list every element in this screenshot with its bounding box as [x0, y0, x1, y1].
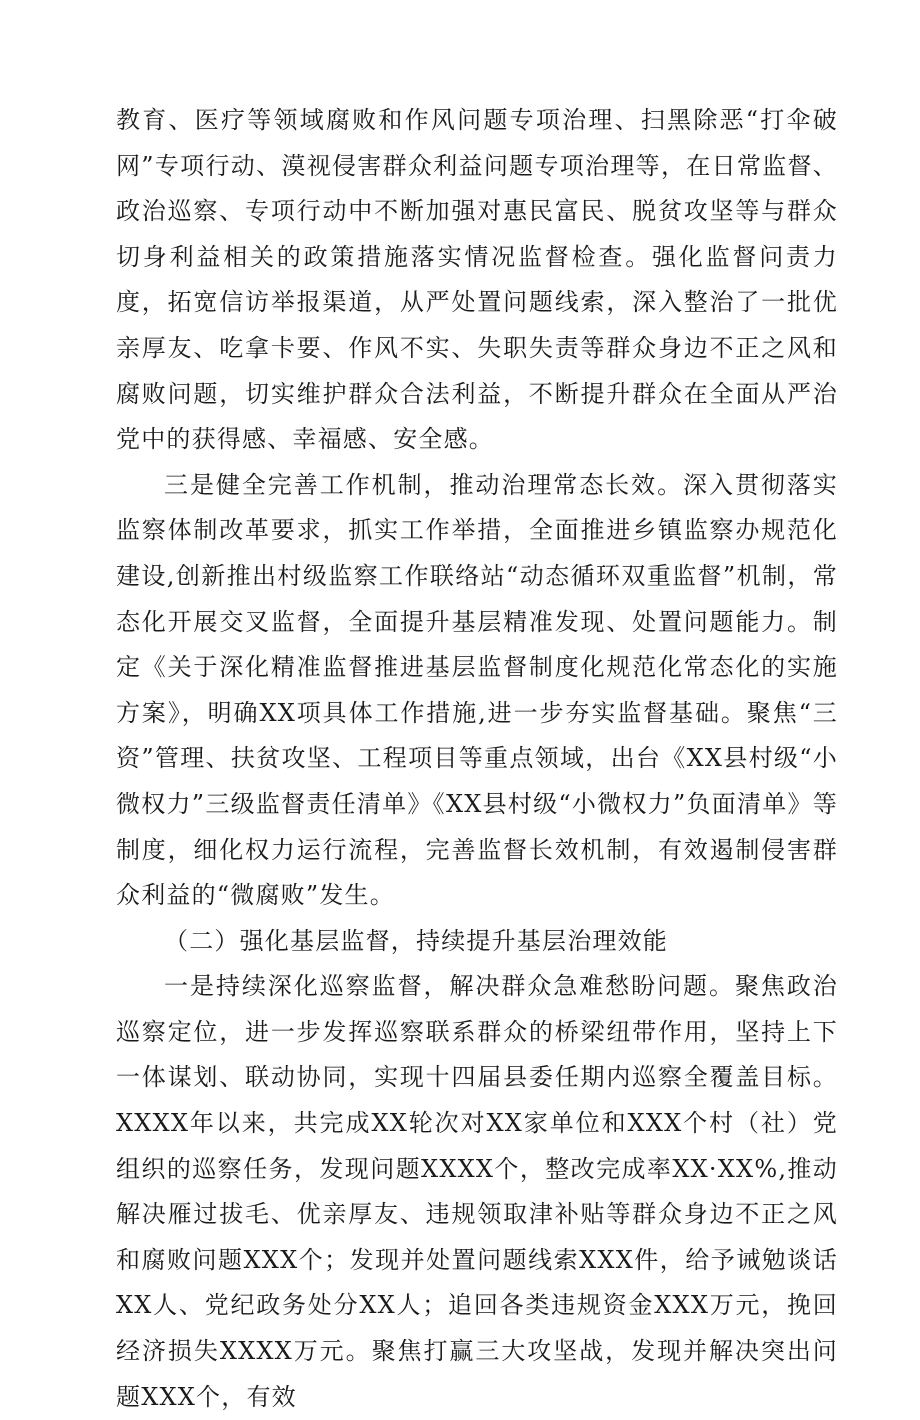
- paragraph-inspection-supervision: 一是持续深化巡察监督，解决群众急难愁盼问题。聚焦政治巡察定位，进一步发挥巡察联系群众的桥梁纽带作用，坚持上下一体谋划、联动协同，实现十四届县委任期内巡察全覆盖目标。XXXX年以来，共完成XX轮次对XX家单位和XXX个村（社）党组织的巡察任务，发现问题XXXX个，整改完成率XX·XX%,推动解决雁过拔毛、优亲厚友、违规领取津补贴等群众身边不正之风和腐败问题XXX个；发现并处置问题线索XXX件，给予诫勉谈话XX人、党纪政务处分XX人；追回各类违规资金XXX万元，挽回经济损失XXXX万元。聚焦打赢三大攻坚战，发现并解决突出问题XXX个，有效: [116, 972, 838, 1411]
- paragraph-continuation: 教育、医疗等领域腐败和作风问题专项治理、扫黑除恶“打伞破网”专项行动、漠视侵害群众利益问题专项治理等，在日常监督、政治巡察、专项行动中不断加强对惠民富民、脱贫攻坚等与群众切身利益相关的政策措施落实情况监督检查。强化监督问责力度，拓宽信访举报渠道，从严处置问题线索，深入整治了一批优亲厚友、吃拿卡要、作风不实、失职失责等群众身边不正之风和腐败问题，切实维护群众合法利益，不断提升群众在全面从严治党中的获得感、幸福感、安全感。: [116, 106, 838, 454]
- document-body: [116, 98, 838, 1420]
- paragraph-work-mechanism: 三是健全完善工作机制，推动治理常态长效。深入贯彻落实监察体制改革要求，抓实工作举措，全面推进乡镇监察办规范化建设,创新推出村级监察工作联络站“动态循环双重监督”机制，常态化开展交叉监督，全面提升基层精准发现、处置问题能力。制定《关于深化精准监督推进基层监督制度化规范化常态化的实施方案》，明确XX项具体工作措施,进一步夯实监督基础。聚焦“三资”管理、扶贫攻坚、工程项目等重点领域，出台《XX县村级“小微权力”三级监督责任清单》《XX县村级“小微权力”负面清单》等制度，细化权力运行流程，完善监督长效机制，有效遏制侵害群众利益的“微腐败”发生。: [116, 470, 838, 910]
- section-heading: （二）强化基层监督，持续提升基层治理效能: [164, 926, 668, 955]
